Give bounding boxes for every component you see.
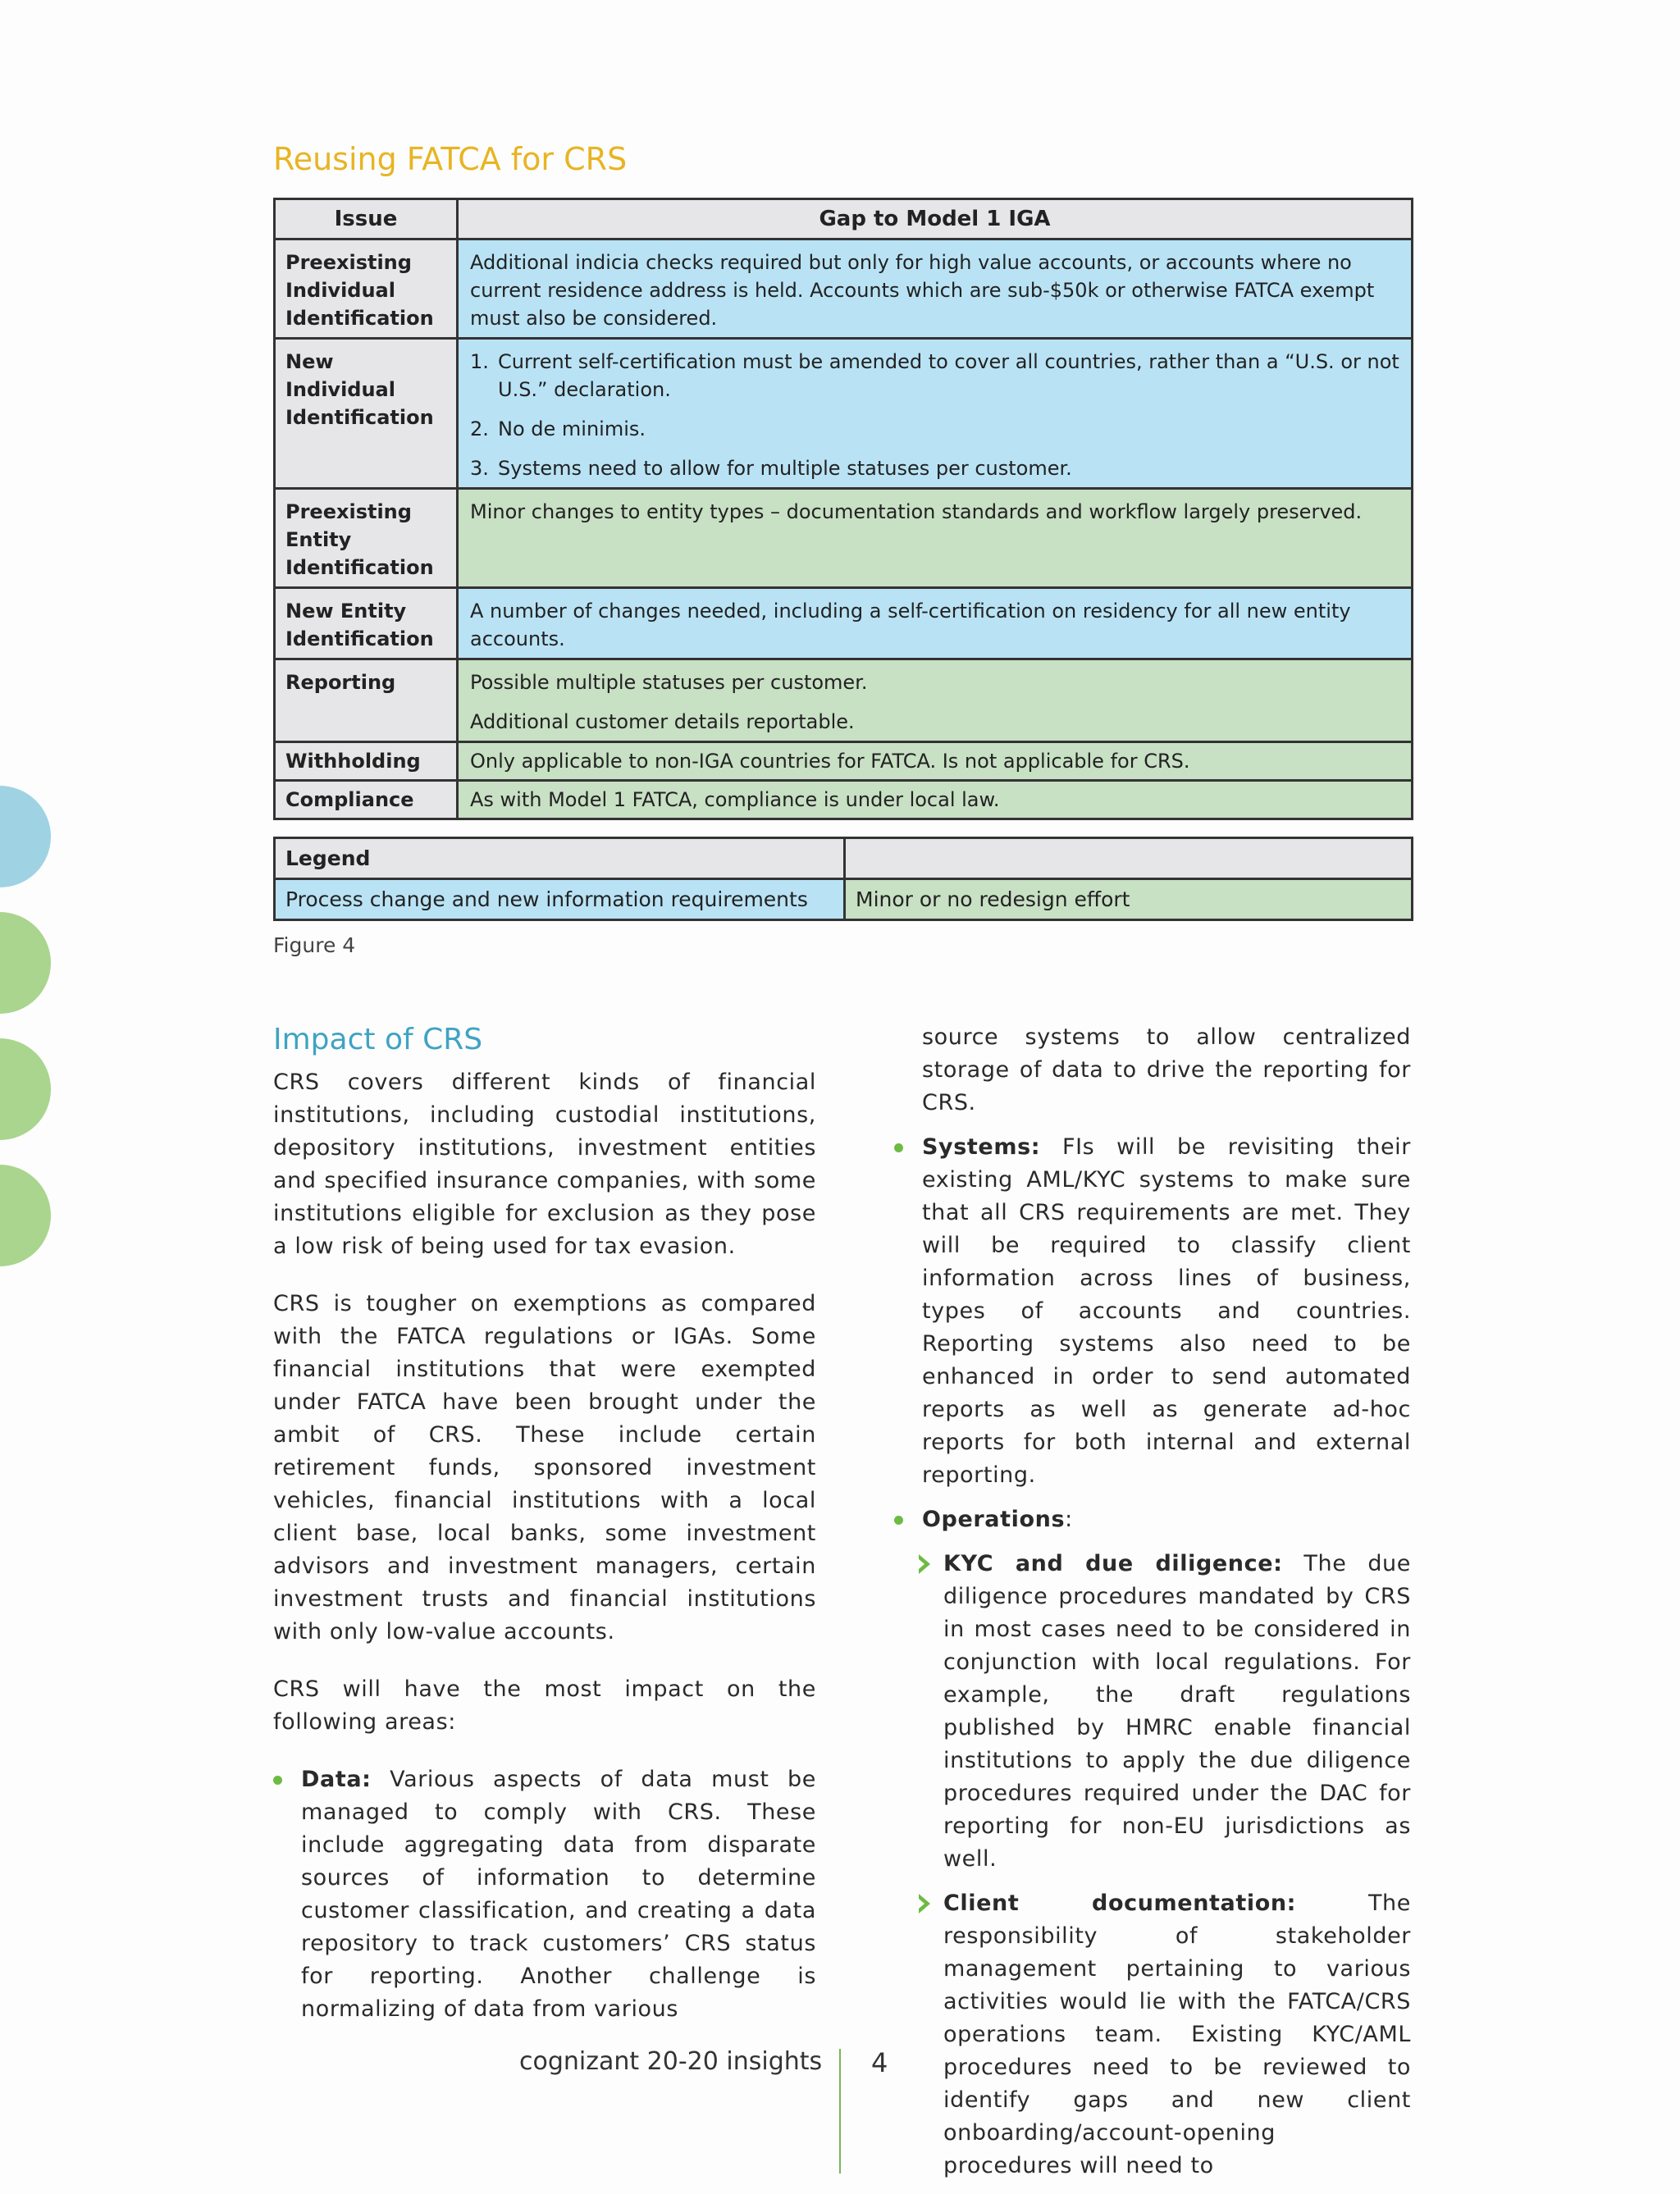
bullet-systems	[894, 1131, 1411, 1492]
impact-heading: Impact of CRS	[273, 1023, 483, 1056]
issue-cell: Withholding	[275, 742, 458, 781]
gap-paragraph: Possible multiple statuses per customer.	[470, 671, 868, 694]
bullet-label: Systems:	[922, 1134, 1041, 1160]
decorative-circle-green	[0, 1165, 51, 1266]
table-row	[275, 239, 1413, 339]
bullet-label: Data:	[301, 1767, 372, 1792]
issue-cell: Reporting	[275, 659, 458, 742]
list-item: 2. No de minimis.	[470, 417, 646, 440]
issue-cell: Preexisting Individual Identification	[275, 239, 458, 339]
sub-bullet-text: The responsibility of stakeholder management pertaining to various activities would lie with the FATCA/CRS operations team. Existing KYC/AML procedures need to be reviewed to identify gaps and new client onboarding/account-opening procedures will need to	[943, 1891, 1411, 2178]
gap-cell	[458, 659, 1413, 742]
gap-cell: Additional indicia checks required but only for high value accounts, or accounts where no current residence address is held. Accounts which are sub-$50k or otherwise FATCA exempt must also be considered.	[458, 239, 1413, 339]
chevron-right-icon	[919, 1554, 930, 1574]
footer-divider	[839, 2049, 841, 2173]
section-heading: Reusing FATCA for CRS	[273, 141, 628, 177]
gap-cell: Only applicable to non-IGA countries for FATCA. Is not applicable for CRS.	[458, 742, 1413, 781]
left-column	[273, 1066, 816, 2037]
legend-table	[273, 837, 1413, 921]
page-number: 4	[871, 2047, 888, 2078]
legend-title: Legend	[275, 838, 845, 879]
bullet-label-colon: :	[1065, 1507, 1073, 1532]
legend-blank	[845, 838, 1413, 879]
table-row	[275, 659, 1413, 742]
column-header-issue: Issue	[275, 199, 458, 239]
legend-process-change: Process change and new information requirements	[275, 879, 845, 920]
sub-bullet-kyc	[894, 1548, 1411, 1876]
decorative-circle-blue	[0, 786, 51, 887]
table-row	[275, 588, 1413, 659]
bullet-data	[273, 1763, 816, 2026]
bullet-text: FIs will be revisiting their existing AML/KYC systems to make sure that all CRS requirements are met. They will be required to classify client information across lines of business, types of accounts and countries. Reporting systems also need to be enhanced in order to send automated reports as well as generate ad-hoc reports for both internal and external reporting.	[922, 1134, 1411, 1488]
sub-bullet-client-documentation	[894, 1887, 1411, 2183]
gap-table	[273, 198, 1413, 820]
table-row	[275, 489, 1413, 588]
sub-bullet-text: The due diligence procedures mandated by CRS in most cases need to be considered in conjunction with local regulations. For example, the draft regulations published by HMRC enable financial institutions to apply the due diligence procedures required under the DAC for reporting for non-EU jurisdictions as well.	[943, 1551, 1411, 1872]
table-row	[275, 742, 1413, 781]
gap-cell	[458, 339, 1413, 489]
gap-cell: As with Model 1 FATCA, compliance is under local law.	[458, 781, 1413, 819]
legend-minor: Minor or no redesign effort	[845, 879, 1413, 920]
gap-cell: Minor changes to entity types – documentation standards and workflow largely preserved.	[458, 489, 1413, 588]
decorative-circle-green	[0, 1038, 51, 1140]
list-item: 1. Current self-certification must be amended to cover all countries, rather than a “U.S. or not U.S.” declaration.	[470, 350, 1399, 401]
bullet-operations	[894, 1503, 1411, 1536]
table-header-row	[275, 199, 1413, 239]
bullet-text: source systems to allow centralized storage of data to drive the reporting for CRS.	[922, 1024, 1411, 1115]
chevron-right-icon	[919, 1894, 930, 1913]
table-row	[275, 781, 1413, 819]
bullet-label: Operations	[922, 1507, 1066, 1532]
issue-cell: Compliance	[275, 781, 458, 819]
list-item: 3. Systems need to allow for multiple statuses per customer.	[470, 457, 1072, 480]
sub-bullet-label: KYC and due diligence:	[943, 1551, 1283, 1576]
paragraph: CRS will have the most impact on the following areas:	[273, 1676, 816, 1735]
bullet-dot-icon	[273, 1776, 282, 1785]
bullet-dot-icon	[894, 1143, 903, 1152]
bullet-dot-icon	[894, 1516, 903, 1525]
column-header-gap: Gap to Model 1 IGA	[458, 199, 1413, 239]
sub-bullet-label: Client documentation:	[943, 1891, 1297, 1916]
issue-cell: Preexisting Entity Identification	[275, 489, 458, 588]
decorative-circle-green	[0, 912, 51, 1014]
numbered-list	[470, 348, 1399, 482]
right-column	[894, 1021, 1411, 2194]
gap-cell: A number of changes needed, including a self-certification on residency for all new entity accounts.	[458, 588, 1413, 659]
gap-paragraph: Additional customer details reportable.	[470, 710, 855, 733]
paragraph: CRS covers different kinds of financial institutions, including custodial institutions, depository institutions, investment entities and specified insurance companies, with some institutions eligible for exclusion as they pose a low risk of being used for tax evasion.	[273, 1070, 816, 1259]
table-row	[275, 339, 1413, 489]
paragraph: CRS is tougher on exemptions as compared with the FATCA regulations or IGAs. Some financial institutions that were exempted under FATCA have been brought under the ambit of CRS. These include certain retirement funds, sponsored investment vehicles, financial institutions with a local client base, local banks, some investment advisors and investment managers, certain investment trusts and financial institutions with only low-value accounts.	[273, 1291, 816, 1644]
issue-cell: New Entity Identification	[275, 588, 458, 659]
footer-brand: cognizant 20-20 insights	[519, 2047, 823, 2076]
figure-caption: Figure 4	[273, 933, 356, 957]
issue-cell: New Individual Identification	[275, 339, 458, 489]
bullet-data-continued	[894, 1021, 1411, 1120]
bullet-text: Various aspects of data must be managed to comply with CRS. These include aggregating data from disparate sources of information to determine customer classification, and creating a data repository to track customers’ CRS status for reporting. Another challenge is normalizing of data from various	[301, 1767, 817, 2022]
